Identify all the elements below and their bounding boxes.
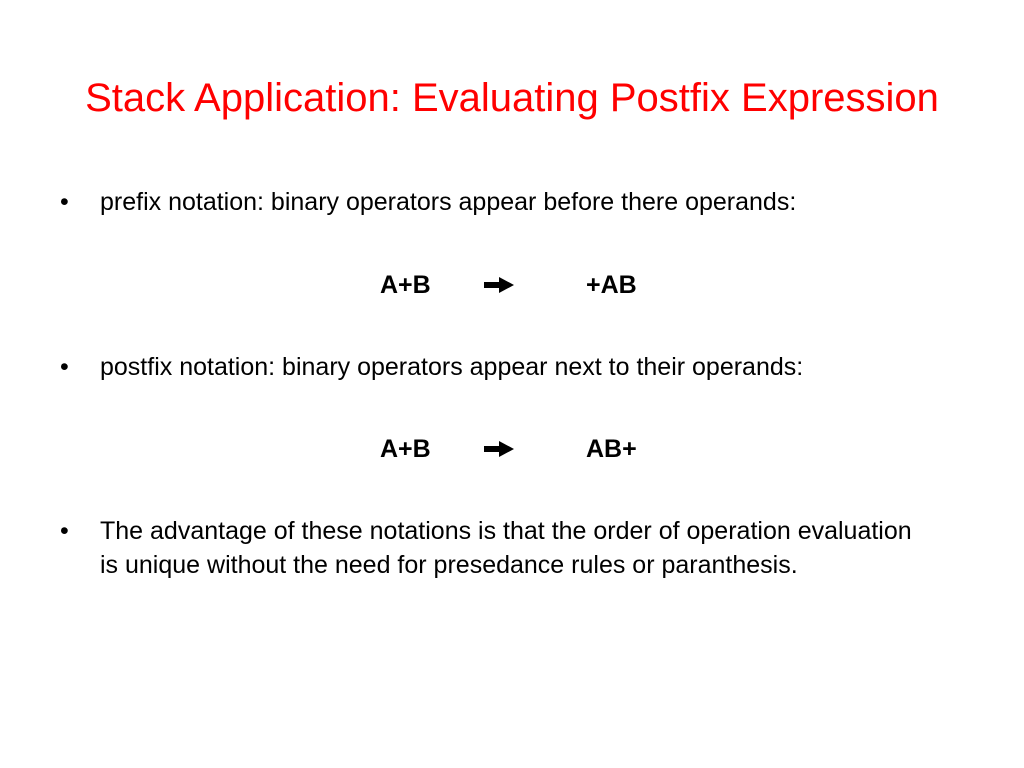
right-arrow-icon xyxy=(484,277,514,293)
infix-expression: A+B xyxy=(380,435,431,463)
bullet-prefix-notation xyxy=(60,185,920,219)
bullet-postfix-notation xyxy=(60,350,920,384)
slide-title: Stack Application: Evaluating Postfix Expression xyxy=(85,76,939,120)
postfix-expression: AB+ xyxy=(586,435,637,463)
prefix-expression: +AB xyxy=(586,271,637,299)
bullet-text: The advantage of these notations is that the order of operation evaluation is unique without the need for presedance rules or paranthesis. xyxy=(100,517,912,579)
bullet-text: postfix notation: binary operators appear next to their operands: xyxy=(100,353,804,381)
right-arrow-icon xyxy=(484,441,514,457)
bullet-marker: • xyxy=(60,188,69,216)
bullet-text: prefix notation: binary operators appear before there operands: xyxy=(100,188,797,216)
infix-expression: A+B xyxy=(380,271,431,299)
bullet-marker: • xyxy=(60,353,69,381)
bullet-marker: • xyxy=(60,517,69,545)
bullet-advantage xyxy=(60,514,920,582)
